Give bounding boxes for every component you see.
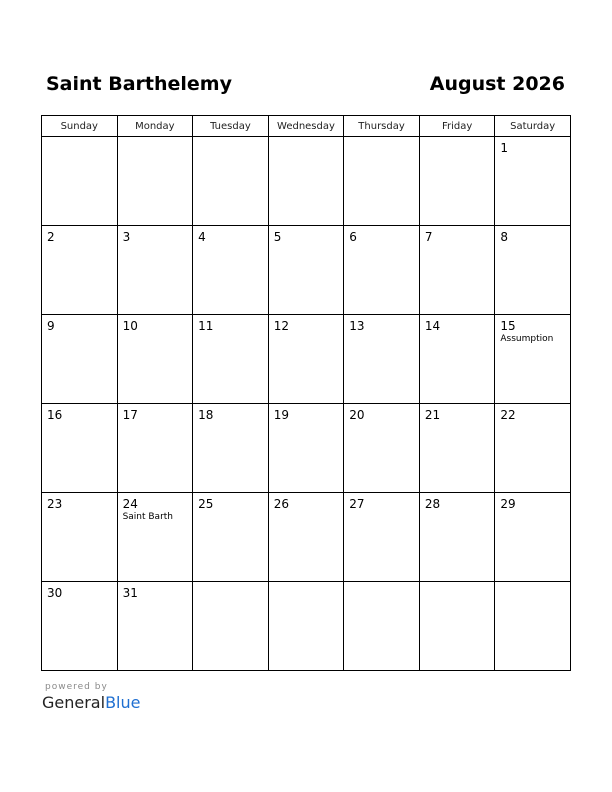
weekday-header-row — [42, 116, 571, 137]
empty-day-cell — [268, 137, 344, 226]
day-number: 28 — [424, 497, 441, 511]
day-cell — [117, 315, 193, 404]
day-cell — [42, 315, 118, 404]
day-number: 1 — [500, 141, 509, 155]
day-cell — [419, 226, 495, 315]
day-cell — [268, 493, 344, 582]
day-cell — [42, 582, 118, 671]
day-number: 19 — [273, 408, 289, 422]
day-cell — [268, 404, 344, 493]
weekday-wednesday: Wednesday — [268, 116, 344, 137]
day-number: 30 — [47, 586, 63, 600]
day-cell — [419, 404, 495, 493]
day-number: 9 — [47, 319, 55, 333]
day-number: 14 — [424, 319, 441, 333]
day-cell — [117, 493, 193, 582]
weekday-monday: Monday — [117, 116, 193, 137]
empty-day-cell — [117, 137, 193, 226]
day-number: 31 — [122, 586, 138, 600]
day-cell — [495, 226, 571, 315]
day-number: 23 — [47, 497, 63, 511]
week-row — [42, 315, 571, 404]
weekday-thursday: Thursday — [344, 116, 420, 137]
day-cell — [42, 226, 118, 315]
weekday-tuesday: Tuesday — [193, 116, 269, 137]
day-number: 29 — [500, 497, 516, 511]
day-number: 21 — [424, 408, 441, 422]
country-title: Saint Barthelemy — [46, 73, 232, 95]
month-year-title: August 2026 — [429, 73, 565, 95]
day-cell — [495, 137, 571, 226]
day-cell — [419, 315, 495, 404]
day-cell — [193, 404, 269, 493]
holiday-label: Assumption — [500, 334, 554, 344]
day-number: 3 — [122, 230, 131, 244]
calendar-grid — [41, 115, 571, 671]
day-number: 20 — [349, 408, 365, 422]
day-number: 7 — [424, 230, 433, 244]
day-cell — [193, 493, 269, 582]
day-number: 18 — [198, 408, 214, 422]
day-number: 26 — [273, 497, 289, 511]
day-cell — [344, 404, 420, 493]
day-number: 27 — [349, 497, 365, 511]
empty-day-cell — [419, 137, 495, 226]
week-row — [42, 404, 571, 493]
day-number: 8 — [500, 230, 509, 244]
day-cell — [344, 315, 420, 404]
week-row — [42, 137, 571, 226]
day-cell — [193, 226, 269, 315]
brand-name-part1: General — [42, 693, 106, 712]
day-cell — [42, 493, 118, 582]
day-number: 25 — [198, 497, 214, 511]
holiday-label: Saint Barth — [122, 512, 174, 522]
day-number: 5 — [273, 230, 282, 244]
day-number: 22 — [500, 408, 516, 422]
day-cell — [268, 315, 344, 404]
weekday-friday: Friday — [419, 116, 495, 137]
weekday-saturday: Saturday — [495, 116, 571, 137]
day-number: 10 — [122, 319, 138, 333]
empty-day-cell — [193, 582, 269, 671]
day-number: 11 — [198, 319, 214, 333]
week-row — [42, 493, 571, 582]
day-cell — [495, 315, 571, 404]
day-cell — [117, 226, 193, 315]
day-number: 13 — [349, 319, 365, 333]
empty-day-cell — [495, 582, 571, 671]
day-cell — [344, 493, 420, 582]
empty-day-cell — [42, 137, 118, 226]
empty-day-cell — [268, 582, 344, 671]
day-number: 2 — [47, 230, 55, 244]
brand-name-part2: Blue — [105, 693, 141, 712]
brand-logo — [42, 693, 140, 713]
weekday-sunday: Sunday — [42, 116, 118, 137]
day-number: 16 — [47, 408, 63, 422]
day-number: 17 — [122, 408, 138, 422]
day-cell — [419, 493, 495, 582]
day-cell — [268, 226, 344, 315]
empty-day-cell — [419, 582, 495, 671]
day-number: 6 — [349, 230, 357, 244]
day-cell — [495, 493, 571, 582]
empty-day-cell — [344, 137, 420, 226]
empty-day-cell — [193, 137, 269, 226]
day-cell — [117, 582, 193, 671]
day-number: 12 — [273, 319, 289, 333]
empty-day-cell — [344, 582, 420, 671]
day-cell — [193, 315, 269, 404]
powered-by-text: powered by — [45, 682, 108, 692]
day-number: 15 — [500, 319, 516, 333]
week-row — [42, 226, 571, 315]
day-cell — [344, 226, 420, 315]
day-number: 4 — [198, 230, 206, 244]
day-cell — [117, 404, 193, 493]
day-number: 24 — [122, 497, 138, 511]
day-cell — [495, 404, 571, 493]
week-row — [42, 582, 571, 671]
day-cell — [42, 404, 118, 493]
